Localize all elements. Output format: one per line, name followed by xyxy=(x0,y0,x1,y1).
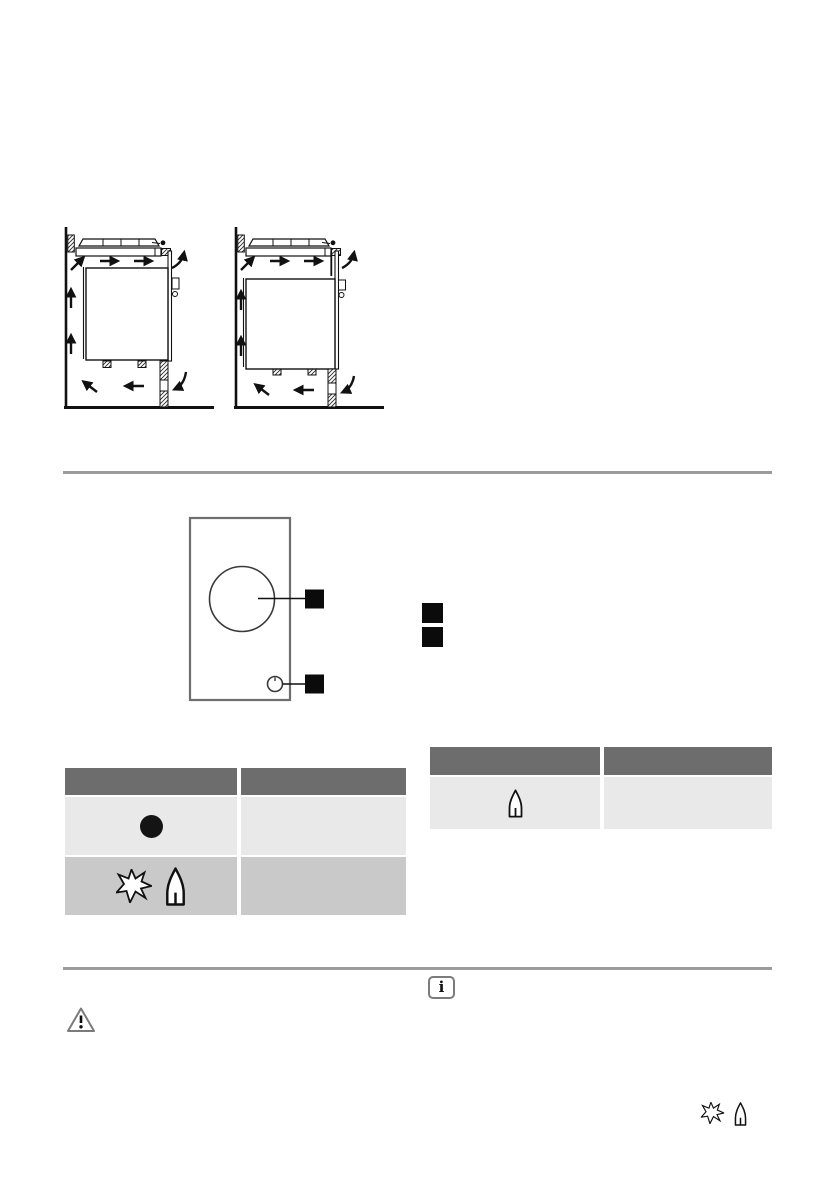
worktop-hob xyxy=(246,239,341,256)
feet-and-plinth xyxy=(273,369,336,407)
oven-cabinet xyxy=(84,251,180,361)
symbol-cell xyxy=(65,797,237,855)
header-cell xyxy=(430,747,600,775)
header-cell xyxy=(65,768,237,795)
section-divider-top xyxy=(63,471,772,474)
feet-and-plinth xyxy=(103,361,168,407)
info-icon: i xyxy=(428,976,455,999)
symbol-cell xyxy=(430,777,600,829)
section-divider-bottom xyxy=(63,967,772,970)
warning-icon xyxy=(66,1006,96,1034)
off-position-dot-icon xyxy=(140,815,163,838)
header-cell xyxy=(241,768,406,795)
oven-cabinet-with-gap xyxy=(244,251,346,369)
control-knob xyxy=(268,677,283,692)
inline-knob-symbols xyxy=(699,1102,747,1126)
table-row xyxy=(65,857,406,915)
description-cell xyxy=(604,777,772,829)
worktop-hob xyxy=(76,239,171,256)
description-cell xyxy=(241,857,406,915)
symbol-cell xyxy=(65,857,237,915)
header-cell xyxy=(604,747,772,775)
flame-icon xyxy=(508,789,523,818)
description-cell xyxy=(241,797,406,855)
callout-marker-1 xyxy=(305,590,324,609)
flame-icon xyxy=(734,1102,747,1126)
airflow-diagram-1 xyxy=(64,224,216,410)
callout-marker-2 xyxy=(305,675,324,694)
table-row xyxy=(430,777,772,829)
spark-icon xyxy=(116,869,152,903)
airflow-diagram-2 xyxy=(234,224,386,410)
flame-icon xyxy=(165,867,186,906)
table-header-row xyxy=(430,747,772,775)
legend-marker-2 xyxy=(422,627,443,647)
table-header-row xyxy=(65,768,406,795)
spark-icon xyxy=(699,1102,726,1124)
table-row xyxy=(65,797,406,855)
burner-symbols-table xyxy=(430,747,772,831)
knob-symbols-table xyxy=(65,768,406,917)
legend-marker-1 xyxy=(422,603,443,623)
callout-legend xyxy=(422,603,443,647)
control-panel-figure xyxy=(188,516,328,704)
